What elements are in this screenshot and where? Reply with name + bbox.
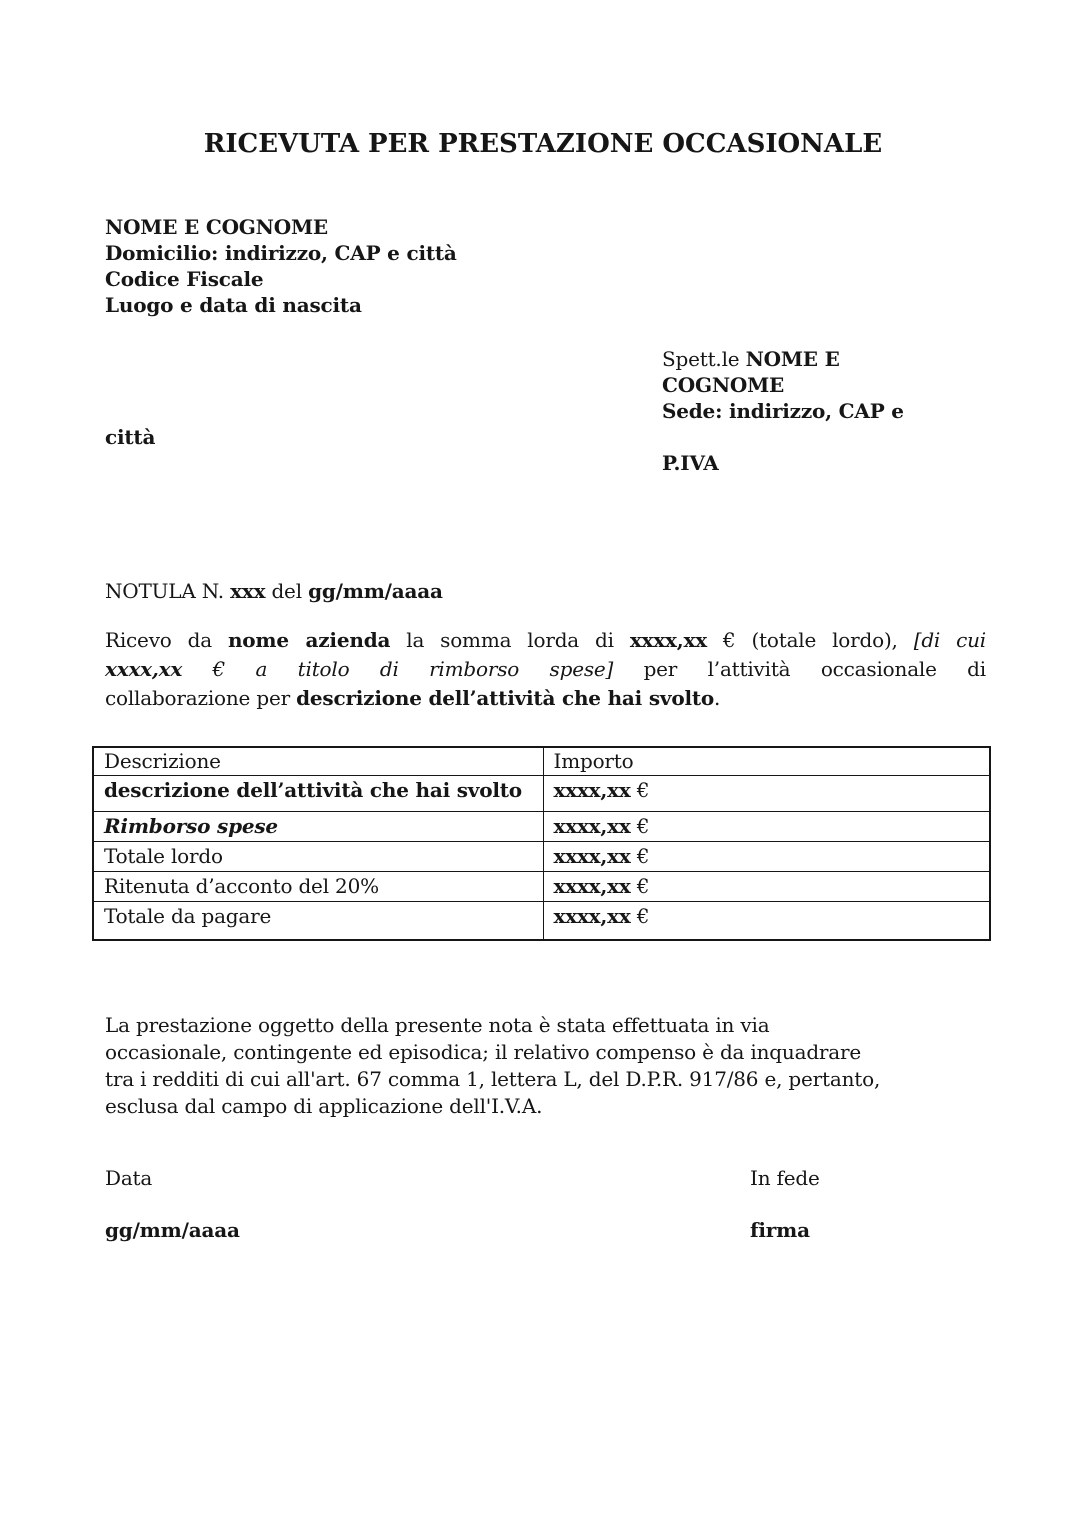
text-segment: del — [265, 579, 309, 603]
notula-number-line — [105, 578, 443, 604]
text-segment: Rimborso spese — [104, 814, 278, 838]
text-segment: . — [714, 686, 721, 710]
table-header-row — [93, 747, 990, 776]
recipient-address-line: Sede: indirizzo, CAP e — [662, 399, 904, 423]
table-row-reimbursement — [93, 812, 990, 842]
legal-paragraph-line-4: esclusa dal campo di applicazione dell'I.V.A. — [105, 1094, 543, 1118]
recipient-name-part1: NOME E — [745, 347, 840, 371]
recipient-salutation-line — [662, 346, 983, 372]
amounts-table — [92, 746, 991, 941]
amount-cell — [543, 842, 990, 872]
text-segment: Ricevo da — [105, 628, 228, 652]
amount-cell — [543, 812, 990, 842]
description-cell — [93, 902, 543, 941]
amount-cell — [543, 776, 990, 812]
sender-line-name: NOME E COGNOME — [105, 215, 328, 239]
table-header-importo: Importo — [543, 747, 990, 776]
date-value: gg/mm/aaaa — [105, 1218, 240, 1242]
table-row-activity — [93, 776, 990, 812]
sender-block — [105, 214, 457, 318]
in-fede-label: In fede — [750, 1166, 820, 1190]
intro-paragraph-line-2 — [105, 655, 986, 684]
description-cell — [93, 872, 543, 902]
text-segment: nome azienda — [227, 628, 391, 652]
text-segment: xxxx,xx — [553, 814, 631, 838]
text-segment: xxxx,xx — [629, 628, 707, 652]
text-segment: € (totale lordo), — [706, 628, 914, 652]
intro-paragraph-line-1 — [105, 626, 986, 655]
amount-cell — [543, 872, 990, 902]
text-segment: xxxx,xx — [553, 904, 631, 928]
legal-paragraph-line-2: occasionale, contingente ed episodica; il relativo compenso è da inquadrare — [105, 1040, 861, 1064]
table-header-descrizione: Descrizione — [93, 747, 543, 776]
signature-value: firma — [750, 1218, 810, 1242]
text-segment: gg/mm/aaaa — [308, 579, 443, 603]
description-cell — [93, 776, 543, 812]
text-segment: € a titolo di rimborso spese] — [182, 657, 614, 681]
text-segment: € — [630, 814, 650, 838]
text-segment: xxxx,xx — [105, 657, 183, 681]
table-row-withholding — [93, 872, 990, 902]
text-segment: xxx — [230, 579, 266, 603]
legal-paragraph-line-1: La prestazione oggetto della presente nota è stata effettuata in via — [105, 1013, 770, 1037]
text-segment: xxxx,xx — [553, 778, 631, 802]
description-cell — [93, 842, 543, 872]
sender-line-birth: Luogo e data di nascita — [105, 293, 362, 317]
amount-cell — [543, 902, 990, 941]
intro-paragraph — [105, 626, 986, 713]
table-row-total-due — [93, 902, 990, 941]
recipient-name-part2: COGNOME — [662, 373, 785, 397]
text-segment: descrizione dell’attività che hai svolto — [296, 686, 715, 710]
legal-paragraph — [105, 1012, 880, 1120]
recipient-city-overflow: città — [105, 425, 156, 449]
recipient-salutation: Spett.le — [662, 347, 746, 371]
description-cell — [93, 812, 543, 842]
document-title: RICEVUTA PER PRESTAZIONE OCCASIONALE — [203, 129, 883, 159]
legal-paragraph-line-3: tra i redditi di cui all'art. 67 comma 1, lettera L, del D.P.R. 917/86 e, pertanto, — [105, 1067, 881, 1091]
text-segment: € — [630, 874, 650, 898]
text-segment: € — [630, 904, 650, 928]
text-segment: [di cui — [913, 628, 986, 652]
text-segment: NOTULA N. — [105, 579, 231, 603]
text-segment: per l’attività occasionale di — [613, 657, 986, 681]
date-label: Data — [105, 1166, 153, 1190]
recipient-vat-label: P.IVA — [662, 451, 719, 475]
text-segment: € — [630, 778, 650, 802]
text-segment: Totale da pagare — [104, 904, 272, 928]
text-segment: la somma lorda di — [390, 628, 630, 652]
text-segment: € — [630, 844, 650, 868]
text-segment: Totale lordo — [104, 844, 223, 868]
table-row-gross-total — [93, 842, 990, 872]
intro-paragraph-line-3 — [105, 684, 986, 713]
text-segment: xxxx,xx — [553, 844, 631, 868]
text-segment: descrizione dell’attività che hai svolto — [104, 778, 522, 802]
text-segment: Ritenuta d’acconto del 20% — [104, 874, 379, 898]
text-segment: xxxx,xx — [553, 874, 631, 898]
sender-line-domicile: Domicilio: indirizzo, CAP e città — [105, 241, 457, 265]
recipient-block — [105, 346, 983, 476]
sender-line-fiscal-code: Codice Fiscale — [105, 267, 264, 291]
text-segment: collaborazione per — [105, 686, 297, 710]
